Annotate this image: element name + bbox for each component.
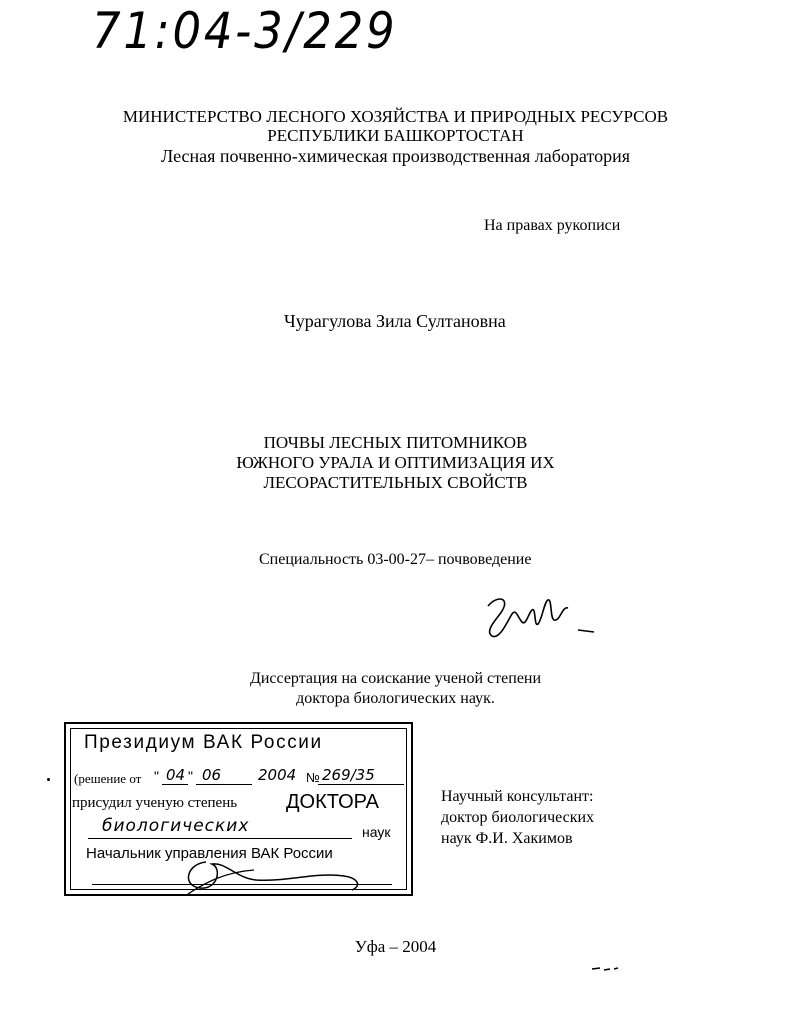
rights-note: На правах рукописи xyxy=(484,217,621,234)
stamp-chief: Начальник управления ВАК России xyxy=(86,845,333,862)
specialty: Специальность 03-00-27– почвоведение xyxy=(259,551,532,568)
title-line-1: ПОЧВЫ ЛЕСНЫХ ПИТОМНИКОВ xyxy=(263,433,528,452)
stamp-field-suffix: наук xyxy=(362,824,391,840)
stamp-field-handwritten: биологических xyxy=(102,816,250,836)
title-line-2: ЮЖНОГО УРАЛА И ОПТИМИЗАЦИЯ ИХ xyxy=(236,453,555,472)
city-year: Уфа – 2004 xyxy=(354,937,437,956)
author-name: Чурагулова Зила Султановна xyxy=(284,311,506,331)
dissertation-line-1: Диссертация на соискание ученой степени xyxy=(249,670,542,687)
stamp-awarded-line: присудил ученую степень xyxy=(72,795,238,811)
stamp-heading: Президиум ВАК России xyxy=(84,732,323,753)
stamp-date-month: 06 xyxy=(202,766,222,784)
scan-dot xyxy=(47,778,50,781)
stamp-date-year: 2004 xyxy=(258,766,297,784)
stamp-decision-number: 269/35 xyxy=(322,766,375,784)
dissertation-line-2: доктора биологических наук. xyxy=(296,690,495,707)
date-month-underline xyxy=(196,784,252,785)
stamp-decision-prefix: (решение от xyxy=(74,771,142,786)
stamp-date-day: 04 xyxy=(166,766,186,784)
date-day-underline xyxy=(162,784,188,785)
decision-number-underline xyxy=(318,784,404,785)
consultant-line-2: доктор биологических xyxy=(441,809,595,826)
ministry-line-2: РЕСПУБЛИКИ БАШКОРТОСТАН xyxy=(267,126,524,145)
vak-stamp xyxy=(64,722,413,896)
archive-number: 71:04-3/229 xyxy=(92,2,398,60)
consultant-line-1: Научный консультант: xyxy=(441,788,594,805)
title-line-3: ЛЕСОРАСТИТЕЛЬНЫХ СВОЙСТВ xyxy=(263,473,528,492)
field-underline xyxy=(88,838,352,839)
chief-signature xyxy=(166,842,376,900)
laboratory-name: Лесная почвенно-химическая производственная лаборатория xyxy=(160,146,630,166)
ministry-line-1: МИНИСТЕРСТВО ЛЕСНОГО ХОЗЯЙСТВА И ПРИРОДНЫХ РЕСУРСОВ xyxy=(122,107,669,126)
stamp-degree: ДОКТОРА xyxy=(286,791,379,813)
scan-speck xyxy=(590,964,624,974)
author-signature xyxy=(478,584,598,646)
date-quote-close: " xyxy=(188,768,193,784)
stamp-number-sign: № xyxy=(306,770,320,785)
date-quote: " xyxy=(154,768,159,784)
consultant-line-3: наук Ф.И. Хакимов xyxy=(441,830,573,847)
